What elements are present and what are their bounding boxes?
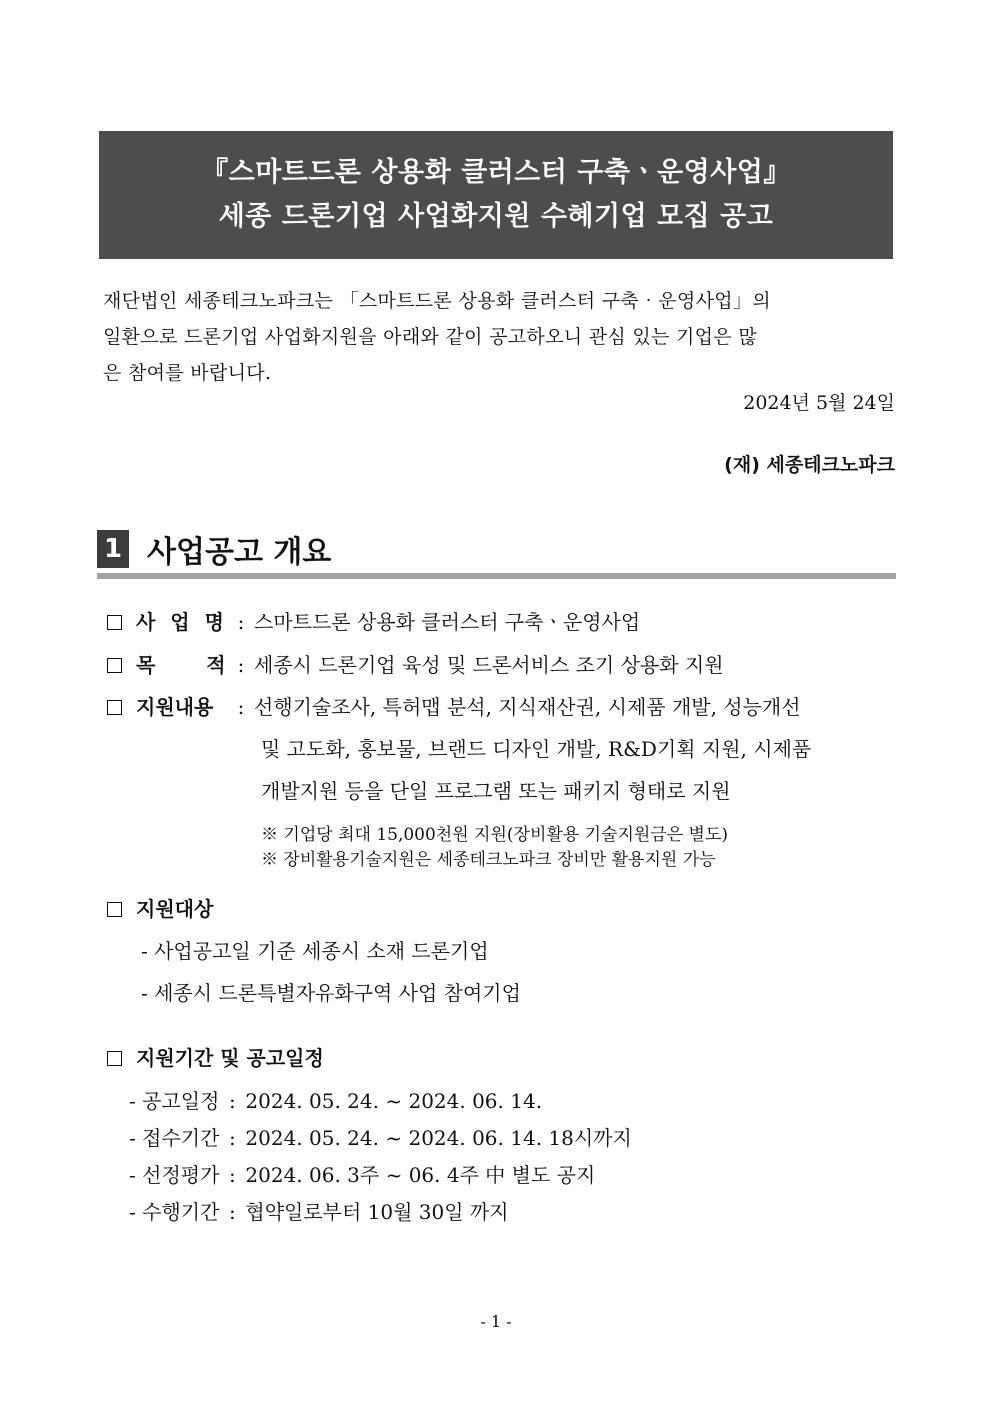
item-label: 지원대상 [136, 897, 214, 921]
item-value: 세종시 드론기업 육성 및 드론서비스 조기 상용화 지원 [254, 653, 724, 677]
item-label: 지원기간 및 공고일정 [136, 1046, 324, 1070]
schedule-row: - 선정평가 : 2024. 06. 3주 ~ 06. 4주 中 별도 공지 [129, 1163, 596, 1187]
schedule-row: - 접수기간 : 2024. 05. 24. ~ 2024. 06. 14. 18시까지 [129, 1126, 632, 1150]
notice-date: 2024년 5월 24일 [743, 392, 895, 414]
schedule-value: 2024. 05. 24. ~ 2024. 06. 14. [245, 1089, 543, 1113]
notice-title-box [99, 131, 893, 259]
section-number: 1 [97, 530, 129, 568]
title-line-1: 『스마트드론 상용화 클러스터 구축ㆍ운영사업』 [201, 157, 791, 188]
organization-name: (재) 세종테크노파크 [724, 454, 895, 476]
checkbox-square-icon [107, 658, 122, 673]
intro-paragraph [103, 283, 895, 391]
schedule-row: - 수행기간 : 협약일로부터 10월 30일 까지 [129, 1200, 509, 1224]
item-value: 선행기술조사, 특허맵 분석, 지식재산권, 시제품 개발, 성능개선 [254, 695, 801, 719]
target-line: - 사업공고일 기준 세종시 소재 드론기업 [141, 939, 489, 963]
checkbox-square-icon [107, 615, 122, 630]
item-value: 스마트드론 상용화 클러스터 구축ㆍ운영사업 [254, 610, 641, 634]
support-note: ※ 기업당 최대 15,000천원 지원(장비활용 기술지원금은 별도) [261, 825, 729, 845]
intro-line: 은 참여를 바랍니다. [103, 362, 272, 384]
schedule-name: 선정평가 [142, 1163, 220, 1187]
support-content-line: 개발지원 등을 단일 프로그램 또는 패키지 형태로 지원 [261, 779, 731, 803]
schedule-value: 협약일로부터 10월 30일 까지 [245, 1200, 509, 1224]
page-number: - 1 - [480, 1312, 512, 1331]
item-label: 사 업 명 [136, 610, 228, 634]
title-line-2: 세종 드론기업 사업화지원 수혜기업 모집 공고 [218, 201, 774, 232]
schedule-value: 2024. 05. 24. ~ 2024. 06. 14. 18시까지 [245, 1126, 632, 1150]
item-target [107, 893, 213, 922]
section-divider [97, 573, 896, 579]
section-heading [97, 530, 331, 568]
schedule-name: 수행기간 [142, 1200, 220, 1224]
item-label: 지원내용 [136, 695, 214, 719]
support-content-line: 및 고도화, 홍보물, 브랜드 디자인 개발, R&D기획 지원, 시제품 [261, 737, 812, 761]
intro-line: 재단법인 세종테크노파크는 「스마트드론 상용화 클러스터 구축‧운영사업」의 [103, 290, 771, 312]
schedule-row: - 공고일정 : 2024. 05. 24. ~ 2024. 06. 14. [129, 1089, 543, 1113]
item-label: 목 적 [136, 653, 226, 677]
item-schedule [107, 1042, 324, 1071]
item-support-content: 지원내용 : 선행기술조사, 특허맵 분석, 지식재산권, 시제품 개발, 성능개선 [107, 691, 801, 720]
checkbox-square-icon [107, 700, 122, 715]
support-note: ※ 장비활용기술지원은 세종테크노파크 장비만 활용지원 가능 [261, 850, 716, 870]
item-purpose: 목 적 : 세종시 드론기업 육성 및 드론서비스 조기 상용화 지원 [107, 649, 724, 678]
target-line: - 세종시 드론특별자유화구역 사업 참여기업 [141, 981, 521, 1005]
section-title: 사업공고 개요 [147, 535, 332, 570]
schedule-name: 공고일정 [142, 1089, 220, 1113]
checkbox-square-icon [107, 902, 122, 917]
item-project-name: 사 업 명 : 스마트드론 상용화 클러스터 구축ㆍ운영사업 [107, 606, 640, 635]
schedule-name: 접수기간 [142, 1126, 220, 1150]
checkbox-square-icon [107, 1051, 122, 1066]
schedule-value: 2024. 06. 3주 ~ 06. 4주 中 별도 공지 [245, 1163, 596, 1187]
intro-line: 일환으로 드론기업 사업화지원을 아래와 같이 공고하오니 관심 있는 기업은 많 [103, 326, 757, 348]
